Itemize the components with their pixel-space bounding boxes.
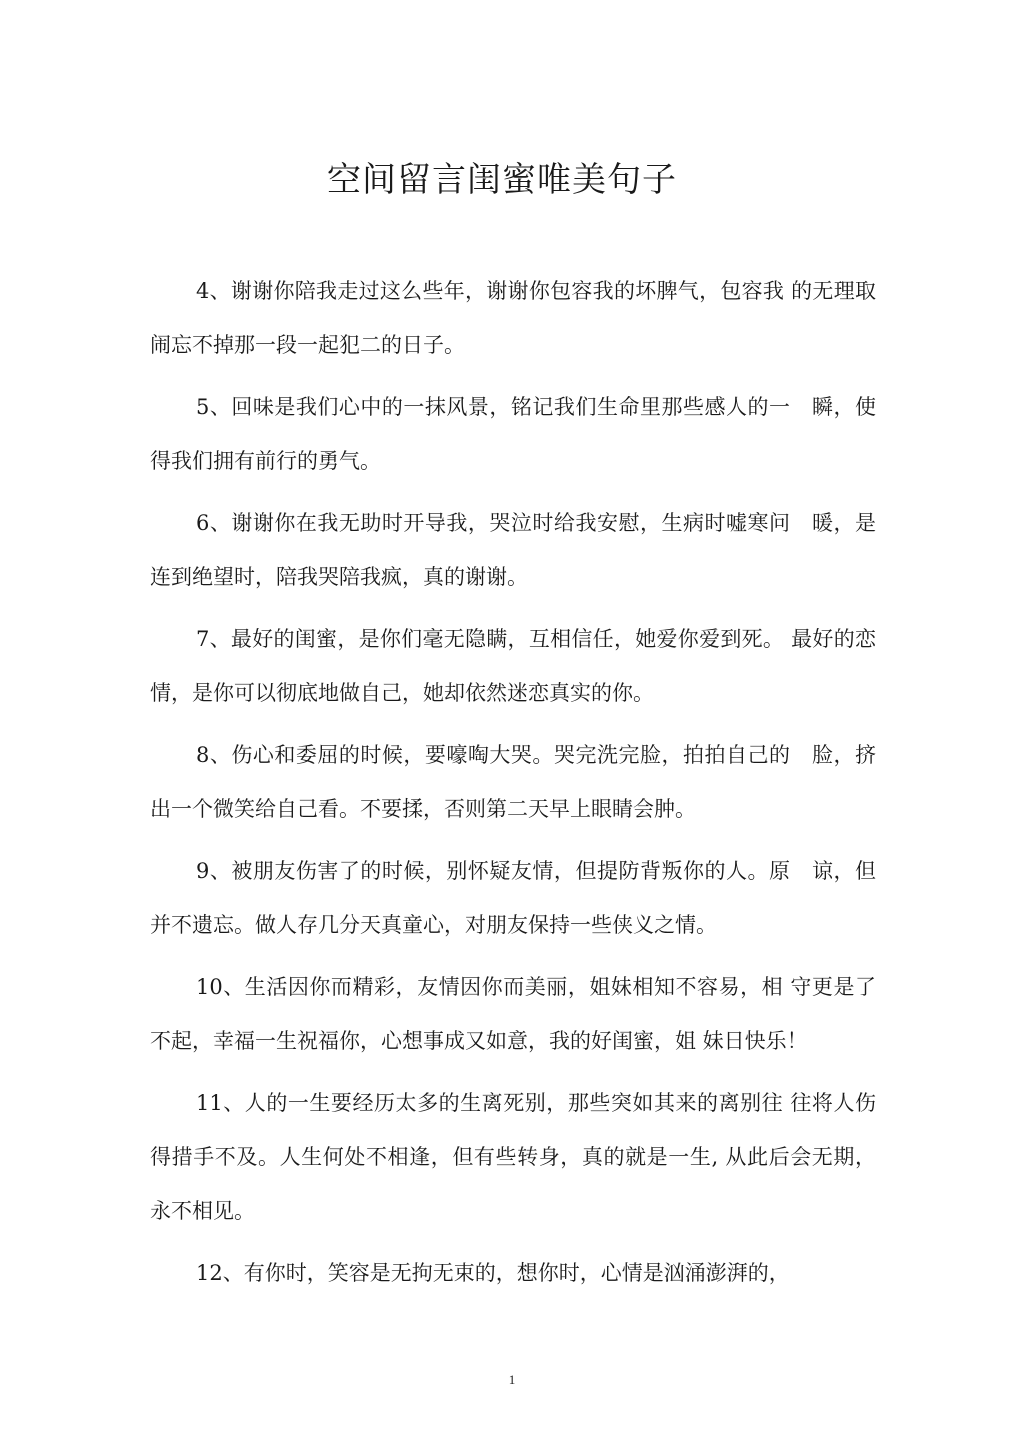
document-body xyxy=(150,264,876,1308)
paragraph-5: 5、回味是我们心中的一抹风景，铭记我们生命里那些感人的一 瞬，使得我们拥有前行的勇气。 xyxy=(150,395,876,473)
paragraph-10: 10、生活因你而精彩，友情因你而美丽，姐妹相知不容易，相 守更是了不起，幸福一生祝福你，心想事成又如意，我的好闺蜜，姐 妹日快乐！ xyxy=(150,975,876,1053)
paragraph-9: 9、被朋友伤害了的时候，别怀疑友情，但提防背叛你的人。原 谅，但并不遗忘。做人存几分天真童心，对朋友保持一些侠义之情。 xyxy=(150,859,876,937)
paragraph-6: 6、谢谢你在我无助时开导我，哭泣时给我安慰，生病时嘘寒问 暖，是连到绝望时，陪我哭陪我疯，真的谢谢。 xyxy=(150,511,876,589)
paragraph-4: 4、谢谢你陪我走过这么些年，谢谢你包容我的坏脾气，包容我 的无理取闹忘不掉那一段一起犯二的日子。 xyxy=(150,279,876,357)
page-number: 1 xyxy=(508,1372,516,1387)
document-title: 空间留言闺蜜唯美句子 xyxy=(327,160,677,200)
paragraph-8: 8、伤心和委屈的时候，要嚎啕大哭。哭完洗完脸，拍拍自己的 脸，挤出一个微笑给自己看。不要揉，否则第二天早上眼睛会肿。 xyxy=(150,743,876,821)
paragraph-7: 7、最好的闺蜜，是你们毫无隐瞒，互相信任，她爱你爱到死。 最好的恋情，是你可以彻底地做自己，她却依然迷恋真实的你。 xyxy=(150,627,876,705)
paragraph-12: 12、有你时，笑容是无拘无束的，想你时，心情是汹涌澎湃的， xyxy=(196,1261,790,1285)
paragraph-11: 11、人的一生要经历太多的生离死别，那些突如其来的离别往 往将人伤得措手不及。人生何处不相逢，但有些转身，真的就是一生, 从此后会无期，永不相见。 xyxy=(150,1091,876,1223)
